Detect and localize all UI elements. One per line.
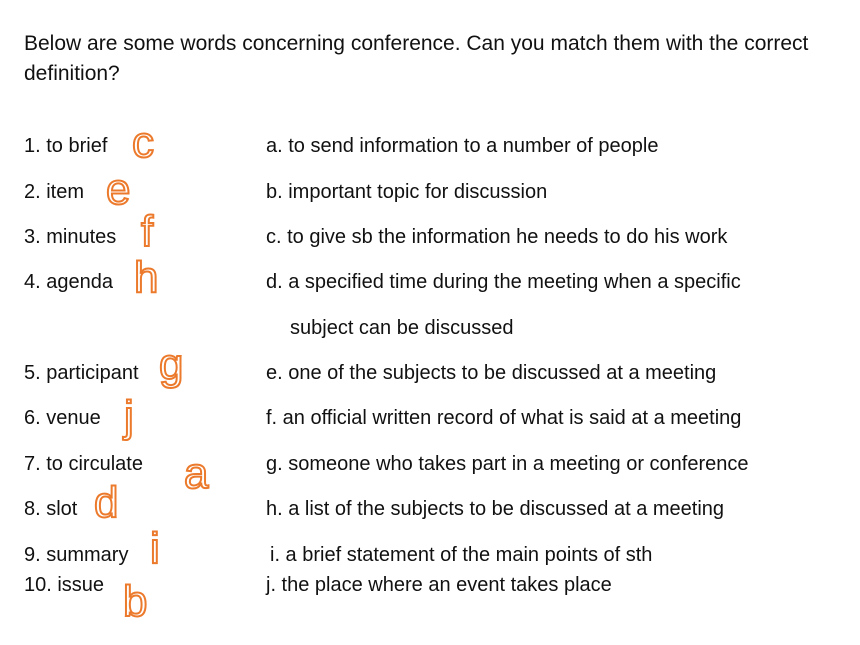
term-10: 10. issue bbox=[24, 574, 105, 596]
term-1: 1. to brief bbox=[24, 135, 108, 157]
term-5: 5. participant bbox=[24, 362, 139, 384]
answer-h: h bbox=[134, 253, 159, 302]
answer-i: i bbox=[150, 524, 160, 573]
term-4: 4. agenda bbox=[24, 271, 113, 293]
answer-f: f bbox=[141, 207, 154, 256]
definition-h: h. a list of the subjects to be discussed at a meeting bbox=[266, 498, 725, 520]
definition-g: g. someone who takes part in a meeting or conference bbox=[266, 453, 749, 475]
instructions: Below are some words concerning conference. Can you match them with the correct definition? bbox=[24, 32, 809, 85]
definition-e: e. one of the subjects to be discussed at a meeting bbox=[266, 362, 717, 384]
definition-b: b. important topic for discussion bbox=[266, 181, 548, 203]
definition-a: a. to send information to a number of people bbox=[266, 135, 659, 157]
term-9: 9. summary bbox=[24, 544, 129, 566]
term-7: 7. to circulate bbox=[24, 453, 143, 475]
answer-b: b bbox=[123, 577, 148, 626]
definition-d-continued: subject can be discussed bbox=[290, 317, 514, 339]
answer-j: j bbox=[124, 392, 134, 441]
answer-e: e bbox=[106, 165, 131, 214]
term-2: 2. item bbox=[24, 181, 85, 203]
term-3: 3. minutes bbox=[24, 226, 117, 248]
answer-a: a bbox=[184, 449, 209, 498]
definition-d: d. a specified time during the meeting when a specific bbox=[266, 271, 741, 293]
definition-i: i. a brief statement of the main points of sth bbox=[270, 544, 653, 566]
definition-j: j. the place where an event takes place bbox=[266, 574, 612, 596]
answer-d: d bbox=[94, 478, 119, 527]
answer-c: c bbox=[132, 118, 154, 167]
definition-f: f. an official written record of what is said at a meeting bbox=[266, 407, 742, 429]
answer-g: g bbox=[159, 340, 184, 389]
term-8: 8. slot bbox=[24, 498, 78, 520]
definition-c: c. to give sb the information he needs to do his work bbox=[266, 226, 728, 248]
term-6: 6. venue bbox=[24, 407, 101, 429]
